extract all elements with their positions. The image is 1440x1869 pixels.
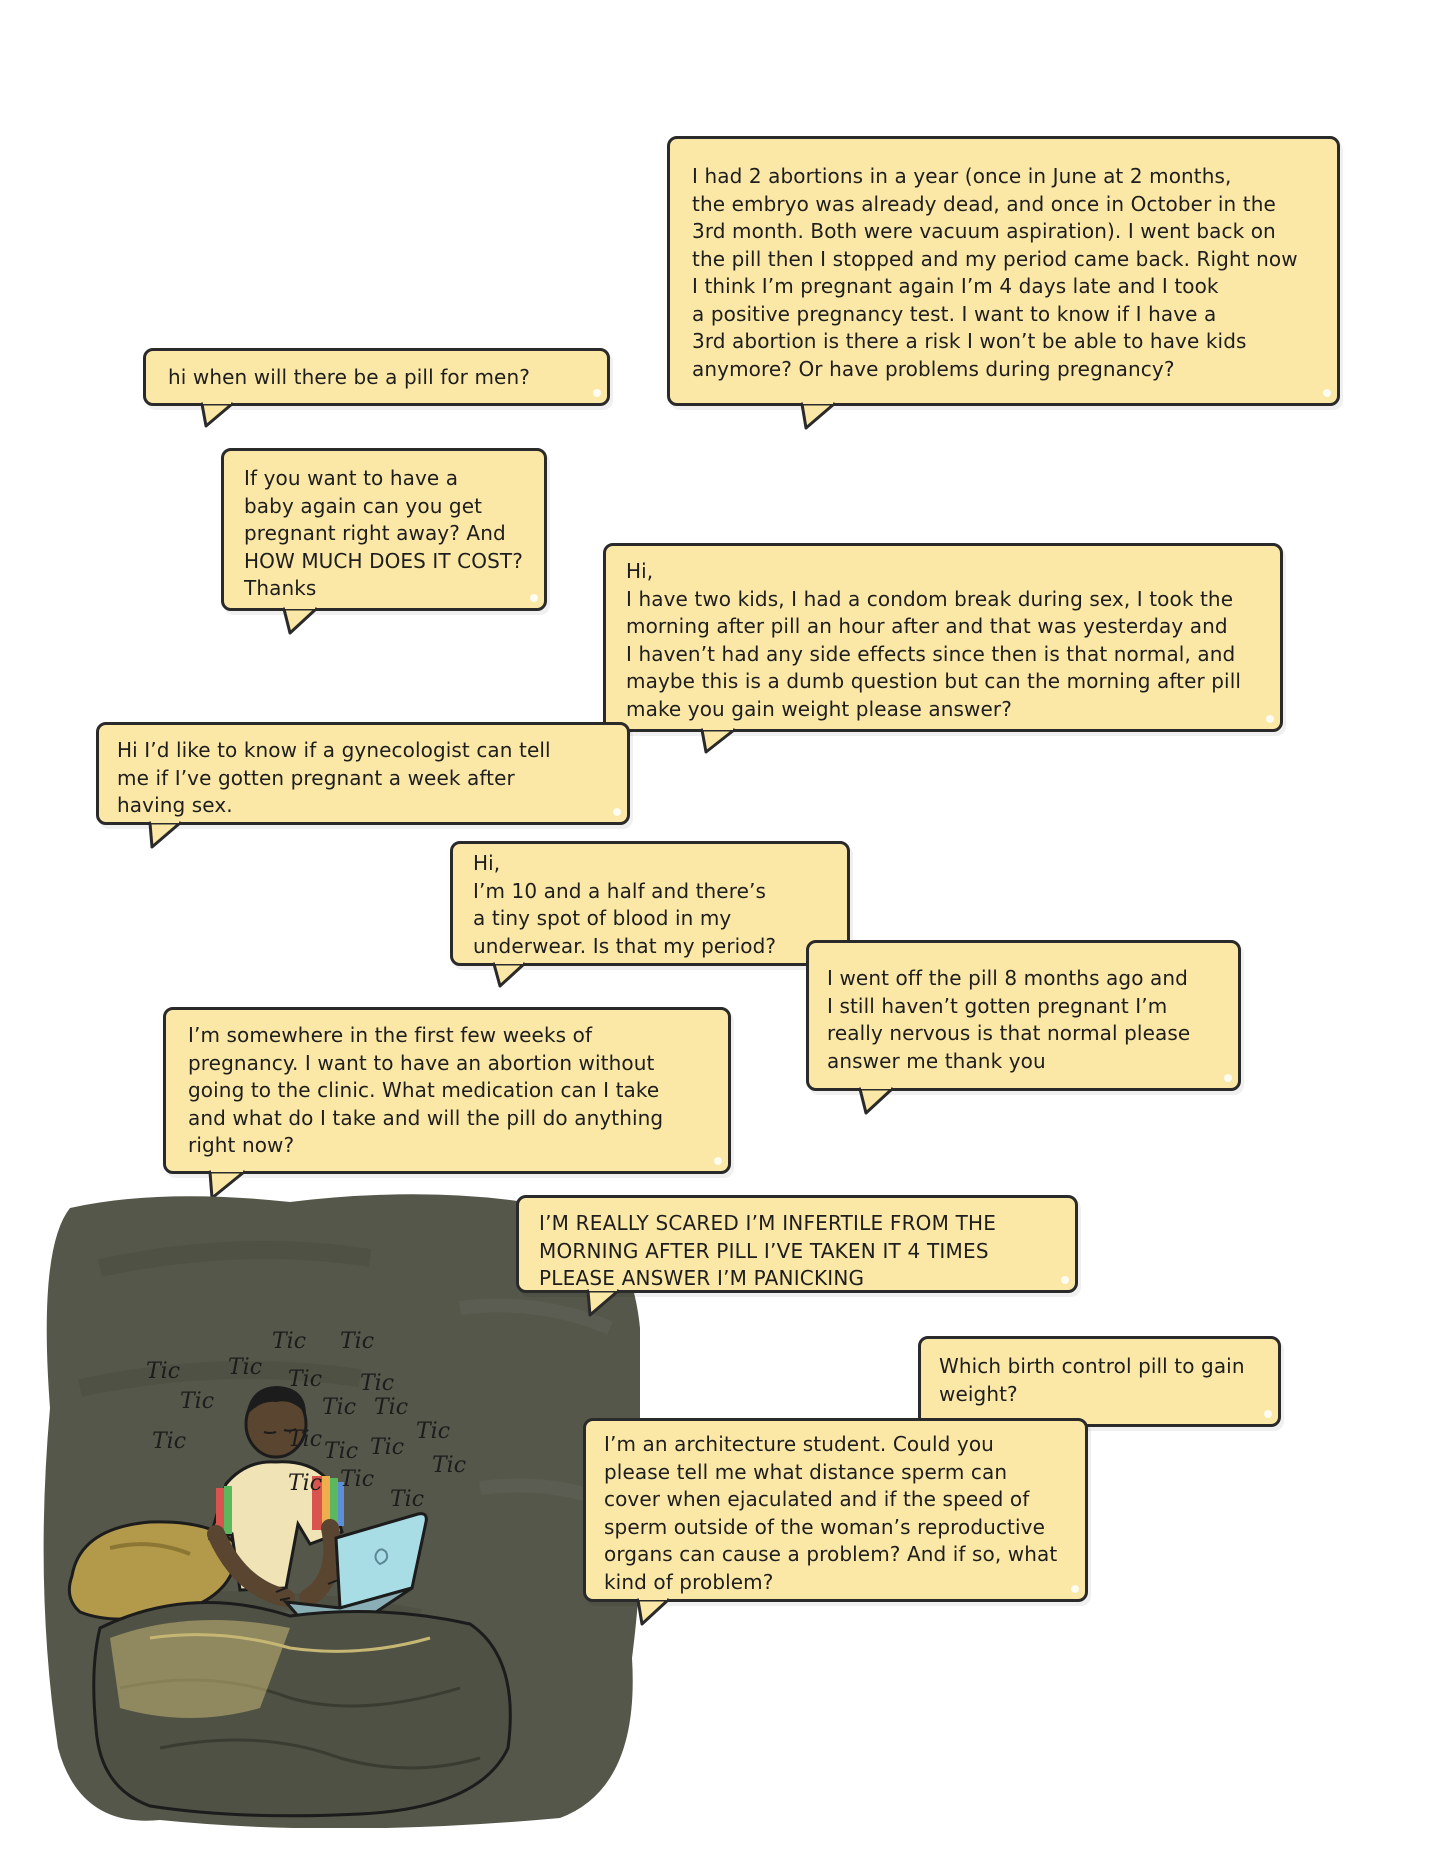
- typing-sound-text: Tic: [288, 1367, 323, 1392]
- bubble-glint: [1266, 715, 1274, 723]
- typing-sound-text: Tic: [288, 1471, 323, 1496]
- message-text: Hi, I have two kids, I had a condom break during sex, I took the morning after pill an hour after and that was yesterday and I haven’t had any side effects since then is that normal, and maybe this is a dumb question but can the morning after pill make you gain weight please answer?: [626, 559, 1242, 721]
- typing-sound-text: Tic: [432, 1453, 467, 1478]
- bubble-glint: [1323, 389, 1331, 397]
- speech-tail: [586, 1289, 626, 1319]
- message-text: I’m an architecture student. Could you please tell me what distance sperm can cover when ejaculated and if the speed of sperm outside of the woman’s reproductive organs can cause a problem? And if so, what kind of problem?: [604, 1432, 1058, 1594]
- typing-sound-text: Tic: [288, 1427, 323, 1452]
- typing-sound-text: Tic: [340, 1467, 375, 1492]
- speech-tail: [700, 728, 740, 758]
- message-bubble-abortions: [667, 136, 1340, 406]
- typing-sound-text: Tic: [324, 1439, 359, 1464]
- message-text: Hi I’d like to know if a gynecologist can tell me if I’ve gotten pregnant a week after having sex.: [117, 738, 551, 817]
- message-text: I’m somewhere in the first few weeks of pregnancy. I want to have an abortion without going to the clinic. What medication can I take and what do I take and will the pill do anything right now?: [188, 1023, 664, 1157]
- typing-sound-text: Tic: [228, 1355, 263, 1380]
- typing-sound-text: Tic: [146, 1359, 181, 1384]
- typing-sound-text: Tic: [152, 1429, 187, 1454]
- speech-tail: [800, 402, 840, 432]
- message-text: I went off the pill 8 months ago and I still haven’t gotten pregnant I’m really nervous is that normal please answer me thank you: [827, 966, 1191, 1073]
- message-bubble-off-the-pill: [806, 940, 1241, 1091]
- bubble-glint: [530, 594, 538, 602]
- bubble-glint: [1061, 1276, 1069, 1284]
- message-bubble-ten-and-a-half: [450, 841, 850, 966]
- typing-sound-text: Tic: [374, 1395, 409, 1420]
- message-bubble-condom-break: [603, 543, 1283, 732]
- speech-tail: [492, 962, 532, 992]
- bubble-glint: [714, 1157, 722, 1165]
- typing-sound-text: Tic: [180, 1389, 215, 1414]
- message-text: I’M REALLY SCARED I’M INFERTILE FROM THE MORNING AFTER PILL I’VE TAKEN IT 4 TIMES PLEASE ANSWER I’M PANICKING: [539, 1211, 997, 1290]
- message-bubble-gain-weight: [918, 1336, 1281, 1427]
- message-bubble-gynecologist: [96, 722, 630, 825]
- message-bubble-pill-for-men: [143, 348, 610, 406]
- typing-sound-text: Tic: [360, 1371, 395, 1396]
- message-text: Hi, I’m 10 and a half and there’s a tiny spot of blood in my underwear. Is that my period?: [473, 851, 777, 958]
- message-bubble-scared-infertile: [516, 1195, 1078, 1293]
- speech-tail: [858, 1087, 898, 1117]
- typing-sound-text: Tic: [272, 1329, 307, 1354]
- message-bubble-architecture-student: [583, 1418, 1088, 1602]
- typing-sound-text: Tic: [340, 1329, 375, 1354]
- speech-tail: [148, 821, 188, 851]
- speech-tail: [636, 1598, 676, 1628]
- speech-tail: [282, 607, 322, 637]
- speech-tail: [200, 402, 240, 432]
- typing-sound-text: Tic: [370, 1435, 405, 1460]
- message-text: I had 2 abortions in a year (once in June at 2 months, the embryo was already dead, and once in October in the 3rd month. Both were vacuum aspiration). I went back on the pill then I stopped and my period came back. Right now I think I’m pregnant again I’m 4 days late and I took a positive pregnancy test. I want to know if I have a 3rd abortion is there a risk I won’t be able to have kids anymore? Or have problems during pregnancy?: [692, 164, 1298, 381]
- typing-sound-text: Tic: [322, 1395, 357, 1420]
- message-text: hi when will there be a pill for men?: [168, 365, 530, 389]
- bubble-glint: [613, 808, 621, 816]
- typing-sound-text: Tic: [416, 1419, 451, 1444]
- bubble-glint: [1071, 1585, 1079, 1593]
- message-text: Which birth control pill to gain weight?: [939, 1354, 1245, 1406]
- bubble-glint: [1224, 1074, 1232, 1082]
- message-text: If you want to have a baby again can you get pregnant right away? And HOW MUCH DOES IT COST? Thanks: [244, 466, 523, 600]
- bubble-glint: [593, 389, 601, 397]
- message-bubble-baby-again: [221, 448, 547, 611]
- typing-sound-text: Tic: [390, 1487, 425, 1512]
- message-bubble-abortion-without-clinic: [163, 1007, 731, 1174]
- bubble-glint: [1264, 1410, 1272, 1418]
